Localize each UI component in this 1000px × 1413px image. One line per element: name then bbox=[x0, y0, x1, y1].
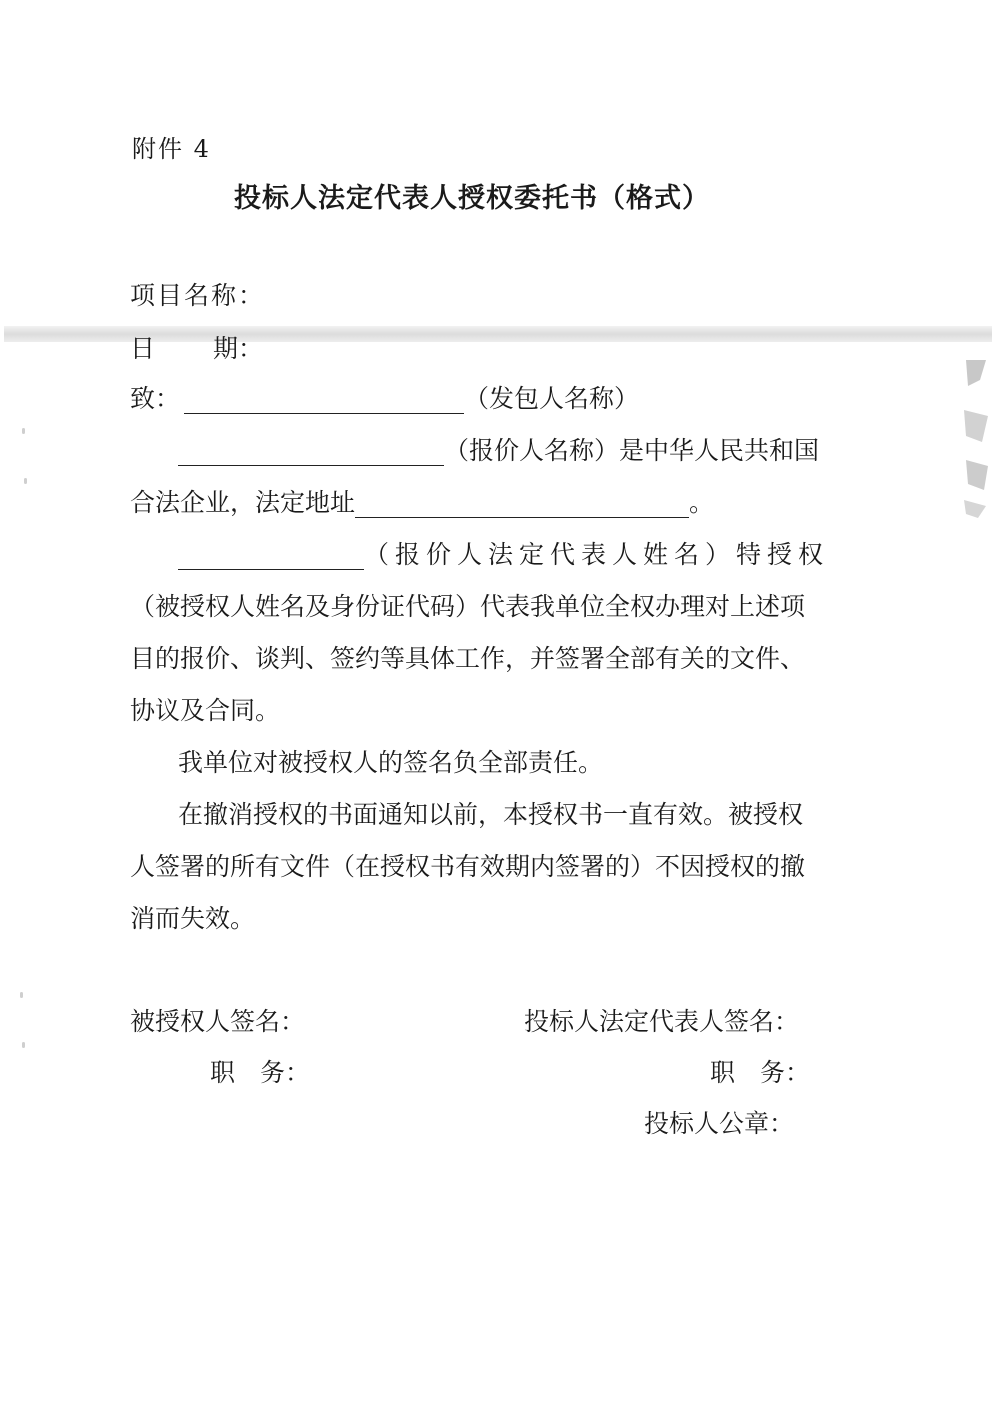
scan-speck bbox=[20, 992, 23, 998]
scan-speck bbox=[24, 478, 27, 484]
paragraph4-line2: 人签署的所有文件（在授权书有效期内签署的）不因授权的撤 bbox=[130, 852, 806, 881]
legal-rep-blank bbox=[178, 545, 364, 570]
scan-speck bbox=[22, 1042, 25, 1048]
paragraph2-line4: 协议及合同。 bbox=[130, 696, 281, 725]
paragraph2-line3: 目的报价、谈判、签约等具体工作，并签署全部有关的文件、 bbox=[130, 644, 806, 673]
scan-speck bbox=[22, 428, 25, 434]
address-line bbox=[130, 488, 714, 518]
bidder-blank bbox=[178, 441, 444, 466]
employer-hint: （发包人名称） bbox=[464, 384, 640, 413]
scan-edge-artifact bbox=[960, 350, 992, 520]
paragraph3: 我单位对被授权人的签名负全部责任。 bbox=[178, 748, 604, 777]
legal-rep-hint: （报价人法定代表人姓名）特授权 bbox=[364, 540, 830, 569]
legal-rep-signature-label: 投标人法定代表人签名： bbox=[524, 1007, 800, 1036]
paragraph4-line1: 在撤消授权的书面通知以前，本授权书一直有效。被授权 bbox=[178, 800, 804, 829]
address-end: 。 bbox=[689, 488, 715, 517]
date-label-part1: 日 bbox=[130, 334, 156, 363]
attachment-label: 附件 4 bbox=[132, 135, 211, 163]
paragraph4-line3: 消而失效。 bbox=[130, 904, 256, 933]
authorized-signature-label: 被授权人签名： bbox=[130, 1007, 306, 1036]
bidder-line bbox=[178, 436, 819, 466]
legal-rep-line bbox=[178, 540, 829, 570]
address-blank bbox=[355, 493, 689, 518]
legal-rep-title-label: 职 务： bbox=[710, 1058, 811, 1087]
address-label: 合法企业，法定地址 bbox=[130, 488, 356, 517]
date-label bbox=[130, 334, 263, 364]
bidder-hint: （报价人名称）是中华人民共和国 bbox=[444, 436, 820, 465]
bidder-seal-label: 投标人公章： bbox=[644, 1109, 795, 1138]
authorized-title-label: 职 务： bbox=[210, 1058, 311, 1087]
paragraph2-line2: （被授权人姓名及身份证代码）代表我单位全权办理对上述项 bbox=[130, 592, 806, 621]
employer-blank bbox=[184, 389, 464, 414]
to-label: 致： bbox=[130, 384, 181, 413]
to-line bbox=[130, 384, 639, 414]
date-label-part2: 期： bbox=[213, 334, 264, 363]
project-name-label: 项目名称： bbox=[130, 281, 266, 310]
document-title: 投标人法定代表人授权委托书（格式） bbox=[234, 183, 710, 214]
